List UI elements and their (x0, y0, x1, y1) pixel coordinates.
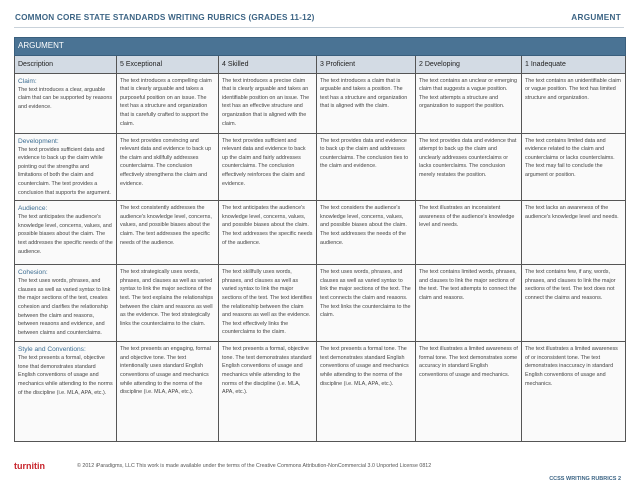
score-cell: The text anticipates the audience's knowledge level, concerns, values, and possible biases about the claim. The text addresses the specific needs of the audience. (219, 201, 317, 265)
score-cell: The text consistently addresses the audience's knowledge level, concerns, values, and possible biases about the claim. The text addresses the specific needs of the audience. (117, 201, 219, 265)
score-cell: The text illustrates a limited awareness of or inconsistent tone. The text demonstrates inaccuracy in standard English conventions of usage and mechanics. (522, 342, 626, 442)
table-band-title: ARGUMENT (15, 38, 626, 56)
criterion-label: Claim: (18, 77, 37, 85)
score-cell: The text contains limited words, phrases, and clauses to link the major sections of the text. The text attempts to connect the claim and reasons. (416, 265, 522, 342)
criterion-label: Cohesion: (18, 269, 48, 277)
score-cell: The text contains an unidentifiable claim or vague position. The text has limited structure and organization. (522, 73, 626, 133)
header-divider (14, 27, 624, 28)
score-cell: The text provides data and evidence that attempt to back up the claim and unclearly addresses counterclaims or lacks counterclaims. The conclusion merely restates the position. (416, 133, 522, 201)
criterion-description: The text introduces a clear, arguable claim that can be supported by reasons and evidence. (18, 86, 113, 110)
section-title: ARGUMENT (571, 13, 621, 22)
criterion-label: Audience: (18, 205, 48, 213)
score-cell: The text illustrates an inconsistent awareness of the audience's knowledge level and needs. (416, 201, 522, 265)
score-cell: The text strategically uses words, phrases, and clauses as well as varied syntax to link the major sections of the text. The text explains the relationships between the claim and reasons as well as the evidence. The text strategically links the counterclaims to the claim. (117, 265, 219, 342)
score-cell: The text skillfully uses words, phrases, and clauses as well as varied syntax to link the major sections of the text. The text identifies the relationship between the claim and reasons as well as the evidence. The text effectively links the counterclaims to the claim. (219, 265, 317, 342)
criterion-cell (15, 201, 117, 265)
criterion-label: Development: (18, 137, 59, 145)
table-row (15, 73, 626, 133)
criterion-description: The text provides sufficient data and evidence to back up the claim while pointing out the strengths and limitations of both the claim and counterclaim. The text provides a conclusion that supports the argument. (18, 146, 111, 196)
criterion-cell (15, 265, 117, 342)
score-cell: The text presents a formal, objective tone. The text demonstrates standard English conventions of usage and mechanics while attending to the norms of the discipline (i.e. MLA, APA, etc.). (219, 342, 317, 442)
column-header: 1 Inadequate (522, 55, 626, 73)
turnitin-logo: turnitin (14, 461, 45, 471)
score-cell: The text illustrates a limited awareness of formal tone. The text demonstrates some accuracy in standard English conventions of usage and mechanics. (416, 342, 522, 442)
score-cell: The text presents a formal tone. The text demonstrates standard English conventions of usage and mechanics while attending to the norms of the discipline (i.e. MLA, APA, etc.). (317, 342, 416, 442)
column-header: 3 Proficient (317, 55, 416, 73)
score-cell: The text introduces a compelling claim that is clearly arguable and takes a purposeful position on an issue. The text has a structure and organization that is carefully crafted to support the claim. (117, 73, 219, 133)
copyright-text: © 2012 iParadigms, LLC This work is made available under the terms of the Creative Commons Attribution-NonCommercial 3.0 Unported License 0812 (77, 463, 432, 469)
page-title: COMMON CORE STATE STANDARDS WRITING RUBRICS (GRADES 11-12) (15, 13, 315, 22)
table-row (15, 265, 626, 342)
score-cell: The text provides data and evidence to back up the claim and addresses counterclaims. The conclusion ties to the claim and evidence. (317, 133, 416, 201)
criterion-description: The text presents a formal, objective tone that demonstrates standard English conventions of usage and mechanics while attending to the norms of the discipline (i.e. MLA, APA, etc.). (18, 355, 113, 396)
criterion-cell (15, 73, 117, 133)
rubric-table (14, 37, 626, 442)
criterion-cell (15, 133, 117, 201)
score-cell: The text considers the audience's knowledge level, concerns, values, and possible biases about the claim. The text addresses the needs of the audience. (317, 201, 416, 265)
score-cell: The text uses words, phrases, and clauses as well as varied syntax to link the major sections of the text. The text connects the claim and reasons. The text links the counterclaims to the claim. (317, 265, 416, 342)
table-row (15, 201, 626, 265)
table-row (15, 342, 626, 442)
score-cell: The text introduces a precise claim that is clearly arguable and takes an identifiable position on an issue. The text has an effective structure and organization that is aligned with the claim. (219, 73, 317, 133)
criterion-label: Style and Conventions: (18, 346, 86, 354)
table-row (15, 133, 626, 201)
column-header: 2 Developing (416, 55, 522, 73)
criterion-description: The text uses words, phrases, and clauses as well as varied syntax to link the major sections of the text, creates cohesion and clarifies the relationship between the claim and reasons, between reasons and evidence, and between claims and counterclaims. (18, 278, 111, 336)
score-cell: The text presents an engaging, formal and objective tone. The text intentionally uses standard English conventions of usage and mechanics while attending to the norms of the discipline (i.e. MLA, APA, etc.). (117, 342, 219, 442)
score-cell: The text contains an unclear or emerging claim that suggests a vague position. The text attempts a structure and organization to support the position. (416, 73, 522, 133)
column-header: 4 Skilled (219, 55, 317, 73)
page-label: CCSS WRITING RUBRICS 2 (549, 476, 621, 482)
criterion-cell (15, 342, 117, 442)
criterion-description: The text anticipates the audience's knowledge level, concerns, values, and possible biases about the claim. The text addresses the specific needs of the audience. (18, 214, 113, 255)
score-cell: The text introduces a claim that is arguable and takes a position. The text has a structure and organization that is aligned with the claim. (317, 73, 416, 133)
score-cell: The text provides sufficient and relevant data and evidence to back up the claim and fairly addresses counterclaims. The conclusion effectively reinforces the claim and evidence. (219, 133, 317, 201)
score-cell: The text lacks an awareness of the audience's knowledge level and needs. (522, 201, 626, 265)
score-cell: The text provides convincing and relevant data and evidence to back up the claim and skillfully addresses counterclaims. The conclusion effectively strengthens the claim and evidence. (117, 133, 219, 201)
column-header: Description (15, 55, 117, 73)
column-header: 5 Exceptional (117, 55, 219, 73)
score-cell: The text contains few, if any, words, phrases, and clauses to link the major sections of the text. The text does not connect the claims and reasons. (522, 265, 626, 342)
score-cell: The text contains limited data and evidence related to the claim and counterclaims or lacks counterclaims. The text may fail to conclude the argument or position. (522, 133, 626, 201)
